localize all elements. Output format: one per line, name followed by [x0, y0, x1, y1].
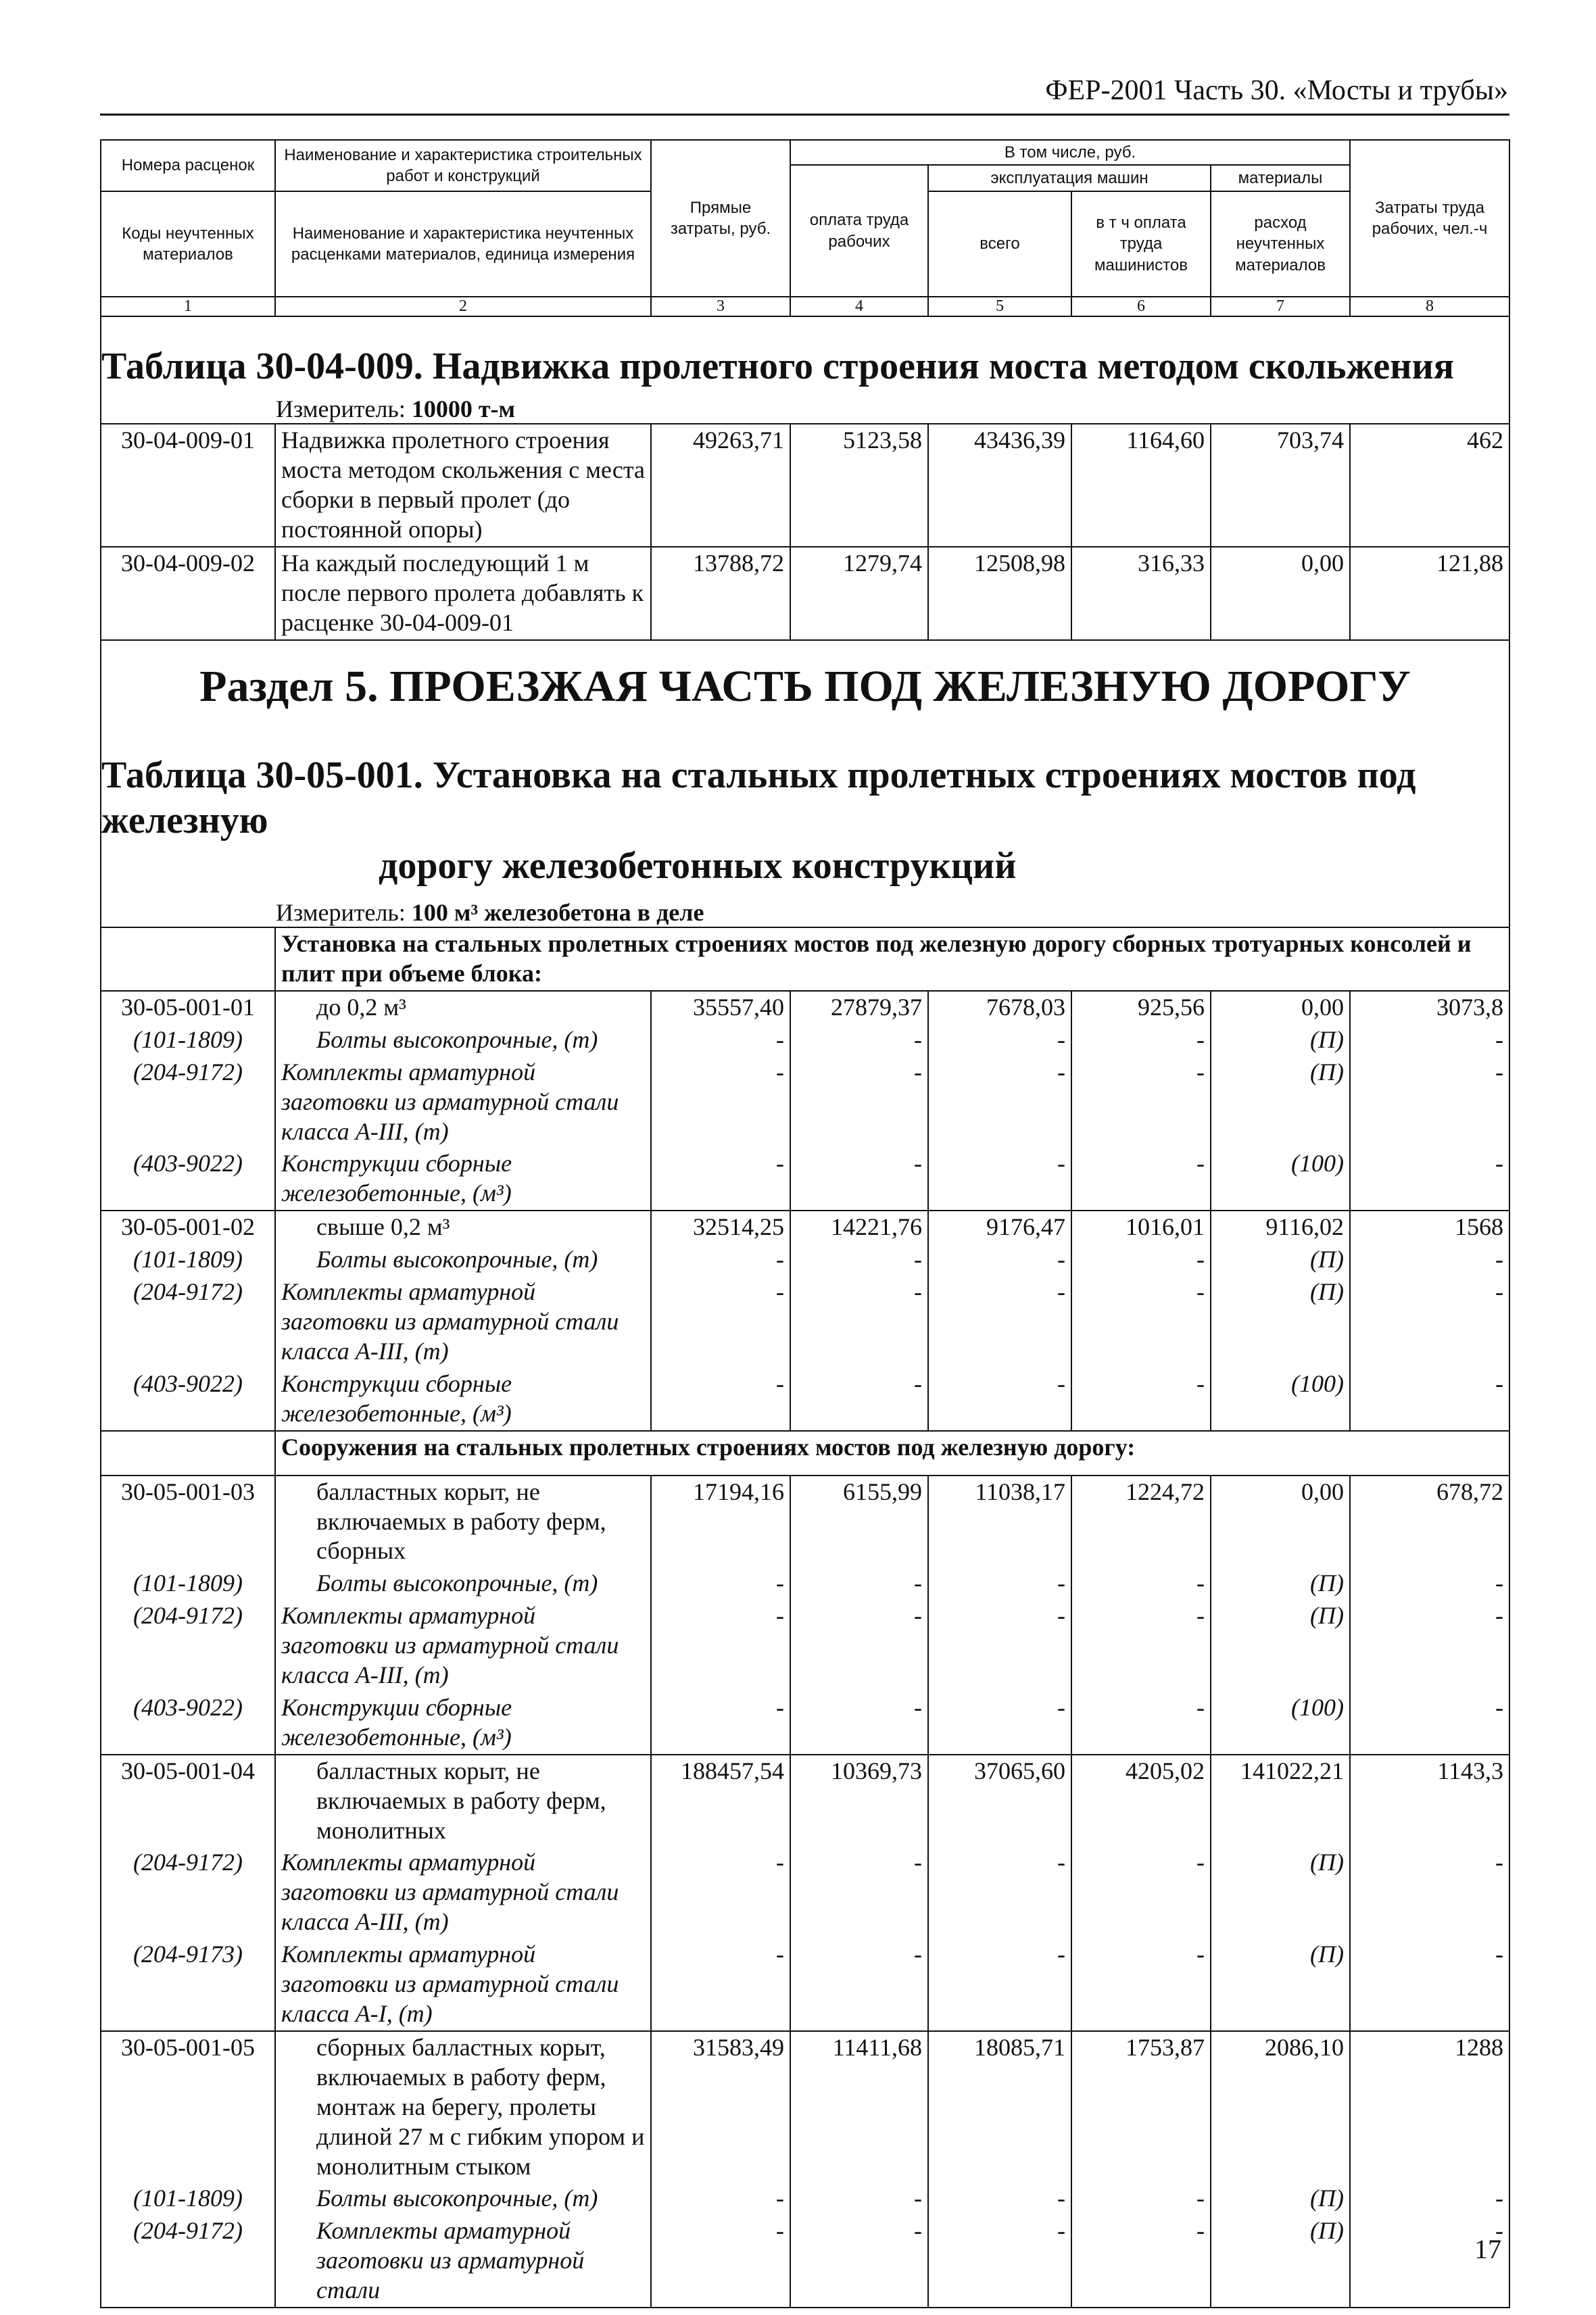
measure: Измеритель: 100 м³ железобетона в деле: [276, 899, 704, 927]
material-row: (204-9172) Комплекты арматурной заготовки из арматурной стали класса А-III, (т) - - - - (П) -: [101, 1276, 1509, 1368]
col-rates-no: Номера расценок: [101, 140, 275, 191]
table-header-row: [101, 140, 1509, 165]
table-title: Таблица 30-04-009. Надвижка пролетного строения моста методом скольжения: [101, 345, 1455, 387]
material-row: (101-1809) Болты высокопрочные, (т) - - - - (П) -: [101, 1567, 1509, 1600]
col-labor-pay: оплата труда рабочих: [790, 165, 928, 297]
rates-table: [100, 139, 1510, 2308]
col-machines-total: всего: [928, 191, 1071, 297]
page-content: [100, 139, 1509, 2308]
col-materials: материалы: [1211, 165, 1350, 191]
material-row: (101-1809) Болты высокопрочные, (т) - - - - (П) -: [101, 2183, 1509, 2215]
table-row: 30-05-001-05 сборных балластных корыт, включаемых в работу ферм, монтаж на берегу, пролеты длиной 27 м с гибким упором и монолитным стыком 31583,49 11411,68 18085,71 1753,87 2086,10 1288: [101, 2031, 1509, 2183]
material-row: (204-9172) Комплекты арматурной заготовки из арматурной стали класса А-III, (т) - - - - (П) -: [101, 1056, 1509, 1148]
material-row: (403-9022) Конструкции сборные железобетонные, (м³) - - - - (100) -: [101, 1692, 1509, 1755]
material-row: (204-9173) Комплекты арматурной заготовки из арматурной стали класса А-I, (т) - - - - (П) -: [101, 1939, 1509, 2031]
col-machines: эксплуатация машин: [928, 165, 1211, 191]
subheading: Сооружения на стальных пролетных строениях мостов под железную дорогу:: [275, 1431, 1509, 1476]
material-row: (101-1809) Болты высокопрочные, (т) - - - - (П) -: [101, 1024, 1509, 1056]
measure: Измеритель: 10000 т-м: [276, 395, 516, 423]
table-row: 30-05-001-04 балластных корыт, не включаемых в работу ферм, монолитных 188457,54 10369,73 37065,60 4205,02 141022,21 1143,3: [101, 1755, 1509, 1847]
table-title: Таблица 30-05-001. Установка на стальных пролетных строениях мостов под железную дорогу железобетонных конструкций: [101, 754, 1416, 887]
running-header: ФЕР-2001 Часть 30. «Мосты и трубы»: [1045, 75, 1508, 106]
col-machinist-pay: в т ч оплата труда машинистов: [1071, 191, 1211, 297]
subheading: Установка на стальных пролетных строениях мостов под железную дорогу сборных тротуарных консолей и плит при объеме блока:: [275, 927, 1509, 991]
table-row: 30-05-001-03 балластных корыт, не включаемых в работу ферм, сборных 17194,16 6155,99 11038,17 1224,72 0,00 678,72: [101, 1476, 1509, 1568]
table-row: 30-05-001-02 свыше 0,2 м³ 32514,25 14221,76 9176,47 1016,01 9116,02 1568: [101, 1211, 1509, 1244]
col-incl: В том числе, руб.: [790, 140, 1350, 165]
header-rule: [100, 114, 1509, 116]
col-codes: Коды неучтенных материалов: [101, 191, 275, 297]
col-direct-cost: Прямые затраты, руб.: [651, 140, 790, 297]
col-work-name: Наименование и характеристика строительных работ и конструкций: [275, 140, 651, 191]
section-title: Раздел 5. ПРОЕЗЖАЯ ЧАСТЬ ПОД ЖЕЛЕЗНУЮ ДОРОГУ: [199, 661, 1411, 711]
page-number: 17: [1474, 2234, 1501, 2264]
col-materials-use: расход неучтенных материалов: [1211, 191, 1350, 297]
col-labor: Затраты труда рабочих, чел.-ч: [1350, 140, 1509, 297]
table-row: 30-04-009-02 На каждый последующий 1 м после первого пролета добавлять к расценке 30-04-009-01 13788,72 1279,74 12508,98 316,33 0,00 121,88: [101, 547, 1509, 640]
material-row: (204-9172) Комплекты арматурной заготовки из арматурной стали - - - - (П) -: [101, 2215, 1509, 2308]
column-numbers: 1 2 3 4 5 6 7 8: [101, 297, 1509, 316]
material-row: (403-9022) Конструкции сборные железобетонные, (м³) - - - - (100) -: [101, 1148, 1509, 1211]
col-materials-name: Наименование и характеристика неучтенных расценками материалов, единица измерения: [275, 191, 651, 297]
material-row: (204-9172) Комплекты арматурной заготовки из арматурной стали класса А-III, (т) - - - - (П) -: [101, 1600, 1509, 1692]
material-row: (204-9172) Комплекты арматурной заготовки из арматурной стали класса А-III, (т) - - - - (П) -: [101, 1847, 1509, 1939]
material-row: (403-9022) Конструкции сборные железобетонные, (м³) - - - - (100) -: [101, 1368, 1509, 1431]
table-row: 30-04-009-01 Надвижка пролетного строения моста методом скольжения с места сборки в первый пролет (до постоянной опоры) 49263,71 5123,58 43436,39 1164,60 703,74 462: [101, 424, 1509, 547]
material-row: (101-1809) Болты высокопрочные, (т) - - - - (П) -: [101, 1244, 1509, 1276]
table-row: 30-05-001-01 до 0,2 м³ 35557,40 27879,37 7678,03 925,56 0,00 3073,8: [101, 991, 1509, 1024]
